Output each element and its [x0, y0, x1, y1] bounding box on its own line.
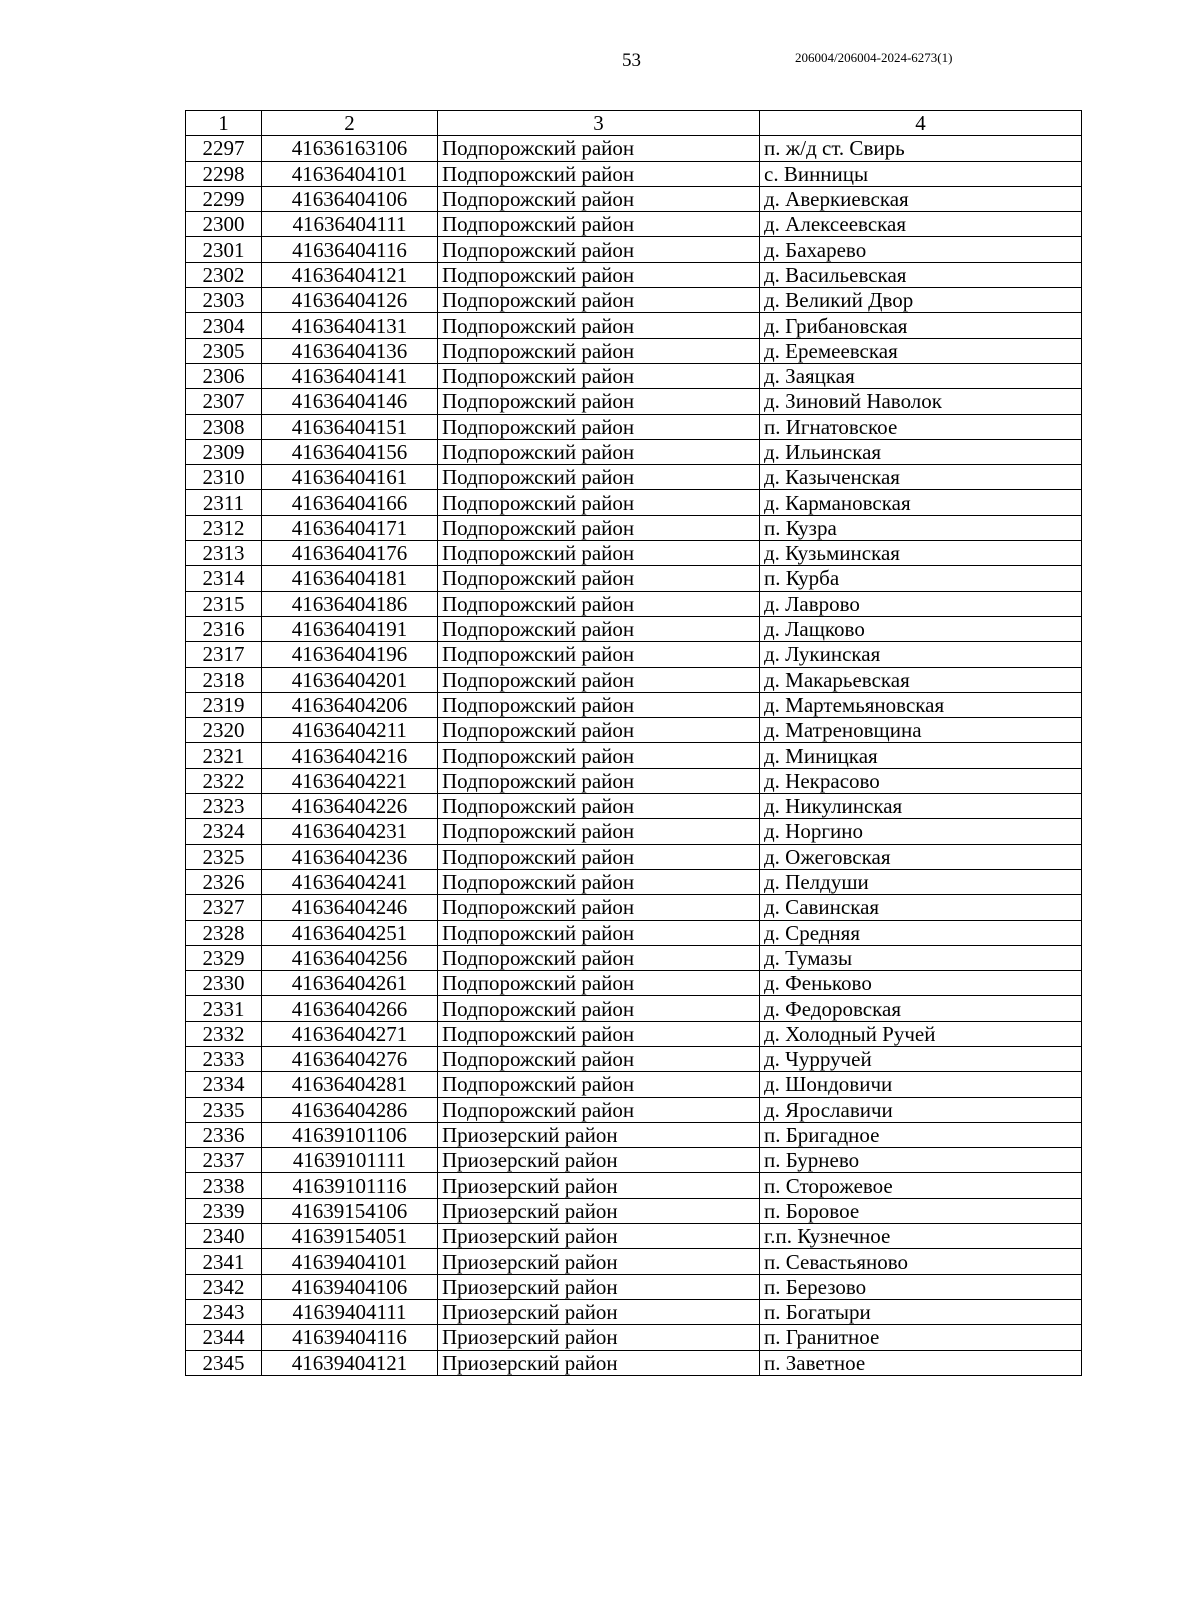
row-index-cell: 2320 — [186, 718, 262, 743]
oktmo-code-cell: 41636404106 — [262, 186, 438, 211]
table-row — [186, 1072, 1082, 1097]
row-index-cell: 2340 — [186, 1224, 262, 1249]
row-index-cell: 2308 — [186, 414, 262, 439]
oktmo-code-cell: 41636404256 — [262, 945, 438, 970]
settlement-cell: д. Никулинская — [760, 794, 1082, 819]
oktmo-code-cell: 41636404271 — [262, 1021, 438, 1046]
district-cell: Подпорожский район — [438, 743, 760, 768]
oktmo-code-cell: 41636404281 — [262, 1072, 438, 1097]
district-cell: Подпорожский район — [438, 212, 760, 237]
row-index-cell: 2336 — [186, 1122, 262, 1147]
district-cell: Подпорожский район — [438, 591, 760, 616]
table-row — [186, 136, 1082, 161]
settlement-cell: д. Миницкая — [760, 743, 1082, 768]
row-index-cell: 2302 — [186, 262, 262, 287]
table-row — [186, 718, 1082, 743]
oktmo-code-cell: 41636404221 — [262, 768, 438, 793]
district-cell: Приозерский район — [438, 1325, 760, 1350]
settlement-cell: д. Васильевская — [760, 262, 1082, 287]
row-index-cell: 2298 — [186, 161, 262, 186]
oktmo-code-cell: 41636404251 — [262, 920, 438, 945]
row-index-cell: 2338 — [186, 1173, 262, 1198]
row-index-cell: 2303 — [186, 288, 262, 313]
settlement-cell: д. Казыченская — [760, 465, 1082, 490]
oktmo-code-cell: 41636404196 — [262, 642, 438, 667]
district-cell: Приозерский район — [438, 1224, 760, 1249]
column-header: 1 — [186, 111, 262, 136]
row-index-cell: 2312 — [186, 515, 262, 540]
district-cell: Подпорожский район — [438, 1046, 760, 1071]
row-index-cell: 2297 — [186, 136, 262, 161]
settlement-cell: п. Кузра — [760, 515, 1082, 540]
header-row — [186, 111, 1082, 136]
table-row — [186, 920, 1082, 945]
oktmo-code-cell: 41636404211 — [262, 718, 438, 743]
row-index-cell: 2337 — [186, 1148, 262, 1173]
document-code: 206004/206004-2024-6273(1) — [795, 50, 953, 65]
table-row — [186, 667, 1082, 692]
table-row — [186, 288, 1082, 313]
page-number: 53 — [622, 50, 641, 71]
district-cell: Приозерский район — [438, 1122, 760, 1147]
district-cell: Подпорожский район — [438, 237, 760, 262]
district-cell: Приозерский район — [438, 1299, 760, 1324]
table-row — [186, 1224, 1082, 1249]
settlement-cell: п. Богатыри — [760, 1299, 1082, 1324]
row-index-cell: 2328 — [186, 920, 262, 945]
table-row — [186, 591, 1082, 616]
oktmo-code-cell: 41636404226 — [262, 794, 438, 819]
oktmo-code-cell: 41636404206 — [262, 692, 438, 717]
oktmo-code-cell: 41636404231 — [262, 819, 438, 844]
oktmo-code-cell: 41639404106 — [262, 1274, 438, 1299]
oktmo-code-cell: 41636404141 — [262, 363, 438, 388]
oktmo-code-cell: 41636404201 — [262, 667, 438, 692]
district-cell: Подпорожский район — [438, 515, 760, 540]
settlement-cell: д. Грибановская — [760, 313, 1082, 338]
oktmo-code-cell: 41636404176 — [262, 541, 438, 566]
table-row — [186, 262, 1082, 287]
row-index-cell: 2322 — [186, 768, 262, 793]
settlement-cell: д. Великий Двор — [760, 288, 1082, 313]
district-cell: Подпорожский район — [438, 667, 760, 692]
row-index-cell: 2301 — [186, 237, 262, 262]
oktmo-code-cell: 41636404111 — [262, 212, 438, 237]
settlement-cell: д. Тумазы — [760, 945, 1082, 970]
settlement-cell: п. Заветное — [760, 1350, 1082, 1375]
oktmo-code-cell: 41639404111 — [262, 1299, 438, 1324]
row-index-cell: 2330 — [186, 971, 262, 996]
oktmo-code-cell: 41636404101 — [262, 161, 438, 186]
table-row — [186, 971, 1082, 996]
row-index-cell: 2342 — [186, 1274, 262, 1299]
district-cell: Подпорожский район — [438, 288, 760, 313]
column-header: 4 — [760, 111, 1082, 136]
settlement-cell: д. Аверкиевская — [760, 186, 1082, 211]
row-index-cell: 2310 — [186, 465, 262, 490]
table-row — [186, 945, 1082, 970]
settlement-cell: п. Гранитное — [760, 1325, 1082, 1350]
oktmo-code-cell: 41636404191 — [262, 616, 438, 641]
district-cell: Подпорожский район — [438, 414, 760, 439]
settlement-cell: п. Бригадное — [760, 1122, 1082, 1147]
table-row — [186, 1198, 1082, 1223]
table-row — [186, 515, 1082, 540]
settlement-cell: д. Феньково — [760, 971, 1082, 996]
table-row — [186, 1274, 1082, 1299]
settlement-cell: п. ж/д ст. Свирь — [760, 136, 1082, 161]
row-index-cell: 2318 — [186, 667, 262, 692]
row-index-cell: 2306 — [186, 363, 262, 388]
table-row — [186, 313, 1082, 338]
settlement-cell: д. Кузьминская — [760, 541, 1082, 566]
table-row — [186, 743, 1082, 768]
district-cell: Подпорожский район — [438, 465, 760, 490]
table-row — [186, 768, 1082, 793]
settlement-cell: д. Норгино — [760, 819, 1082, 844]
row-index-cell: 2299 — [186, 186, 262, 211]
column-header: 2 — [262, 111, 438, 136]
oktmo-code-cell: 41639101106 — [262, 1122, 438, 1147]
district-cell: Подпорожский район — [438, 490, 760, 515]
table-row — [186, 1046, 1082, 1071]
settlement-cell: д. Бахарево — [760, 237, 1082, 262]
settlement-cell: д. Средняя — [760, 920, 1082, 945]
settlement-cell: г.п. Кузнечное — [760, 1224, 1082, 1249]
row-index-cell: 2335 — [186, 1097, 262, 1122]
table-row — [186, 541, 1082, 566]
row-index-cell: 2345 — [186, 1350, 262, 1375]
row-index-cell: 2307 — [186, 389, 262, 414]
oktmo-code-cell: 41639154051 — [262, 1224, 438, 1249]
table-row — [186, 692, 1082, 717]
district-cell: Подпорожский район — [438, 844, 760, 869]
district-cell: Подпорожский район — [438, 768, 760, 793]
settlement-cell: д. Еремеевская — [760, 338, 1082, 363]
district-cell: Подпорожский район — [438, 869, 760, 894]
oktmo-code-cell: 41636404236 — [262, 844, 438, 869]
row-index-cell: 2323 — [186, 794, 262, 819]
oktmo-code-cell: 41636404171 — [262, 515, 438, 540]
settlement-cell: д. Зиновий Наволок — [760, 389, 1082, 414]
district-cell: Подпорожский район — [438, 1021, 760, 1046]
settlement-cell: д. Лащково — [760, 616, 1082, 641]
oktmo-code-cell: 41636404151 — [262, 414, 438, 439]
table-row — [186, 212, 1082, 237]
oktmo-code-cell: 41636404241 — [262, 869, 438, 894]
oktmo-code-cell: 41636404276 — [262, 1046, 438, 1071]
table-row — [186, 895, 1082, 920]
oktmo-code-cell: 41639404101 — [262, 1249, 438, 1274]
settlement-cell: п. Курба — [760, 566, 1082, 591]
district-cell: Подпорожский район — [438, 642, 760, 667]
district-cell: Подпорожский район — [438, 161, 760, 186]
row-index-cell: 2333 — [186, 1046, 262, 1071]
oktmo-code-cell: 41636404156 — [262, 439, 438, 464]
table-row — [186, 186, 1082, 211]
oktmo-code-cell: 41639154106 — [262, 1198, 438, 1223]
district-cell: Подпорожский район — [438, 1097, 760, 1122]
settlements-table — [185, 110, 1082, 1376]
district-cell: Подпорожский район — [438, 186, 760, 211]
district-cell: Подпорожский район — [438, 895, 760, 920]
district-cell: Приозерский район — [438, 1148, 760, 1173]
table-row — [186, 844, 1082, 869]
table-row — [186, 794, 1082, 819]
table-row — [186, 616, 1082, 641]
district-cell: Подпорожский район — [438, 439, 760, 464]
table-row — [186, 869, 1082, 894]
table-row — [186, 1350, 1082, 1375]
oktmo-code-cell: 41636404286 — [262, 1097, 438, 1122]
oktmo-code-cell: 41636404126 — [262, 288, 438, 313]
table-row — [186, 237, 1082, 262]
row-index-cell: 2304 — [186, 313, 262, 338]
district-cell: Подпорожский район — [438, 920, 760, 945]
district-cell: Приозерский район — [438, 1173, 760, 1198]
district-cell: Подпорожский район — [438, 136, 760, 161]
row-index-cell: 2315 — [186, 591, 262, 616]
settlement-cell: д. Ильинская — [760, 439, 1082, 464]
table-row — [186, 1299, 1082, 1324]
settlement-cell: д. Макарьевская — [760, 667, 1082, 692]
district-cell: Подпорожский район — [438, 541, 760, 566]
oktmo-code-cell: 41636404136 — [262, 338, 438, 363]
settlement-cell: д. Ярославичи — [760, 1097, 1082, 1122]
oktmo-code-cell: 41636404146 — [262, 389, 438, 414]
district-cell: Подпорожский район — [438, 692, 760, 717]
row-index-cell: 2332 — [186, 1021, 262, 1046]
settlement-cell: п. Севастьяново — [760, 1249, 1082, 1274]
row-index-cell: 2329 — [186, 945, 262, 970]
oktmo-code-cell: 41636404121 — [262, 262, 438, 287]
row-index-cell: 2309 — [186, 439, 262, 464]
table-row — [186, 996, 1082, 1021]
district-cell: Приозерский район — [438, 1350, 760, 1375]
table-row — [186, 642, 1082, 667]
table-row — [186, 1097, 1082, 1122]
table-row — [186, 1122, 1082, 1147]
table-row — [186, 465, 1082, 490]
table-row — [186, 338, 1082, 363]
row-index-cell: 2327 — [186, 895, 262, 920]
table-body — [186, 136, 1082, 1376]
district-cell: Подпорожский район — [438, 262, 760, 287]
settlement-cell: д. Пелдуши — [760, 869, 1082, 894]
oktmo-code-cell: 41636404161 — [262, 465, 438, 490]
table-header — [186, 111, 1082, 136]
settlement-cell: д. Чурручей — [760, 1046, 1082, 1071]
oktmo-code-cell: 41636404131 — [262, 313, 438, 338]
settlement-cell: с. Винницы — [760, 161, 1082, 186]
row-index-cell: 2311 — [186, 490, 262, 515]
settlement-cell: д. Заяцкая — [760, 363, 1082, 388]
district-cell: Подпорожский район — [438, 718, 760, 743]
settlement-cell: п. Сторожевое — [760, 1173, 1082, 1198]
district-cell: Подпорожский район — [438, 313, 760, 338]
table-row — [186, 414, 1082, 439]
settlement-cell: д. Алексеевская — [760, 212, 1082, 237]
table-row — [186, 819, 1082, 844]
settlement-cell: д. Кармановская — [760, 490, 1082, 515]
oktmo-code-cell: 41639101116 — [262, 1173, 438, 1198]
column-header: 3 — [438, 111, 760, 136]
row-index-cell: 2305 — [186, 338, 262, 363]
table-row — [186, 566, 1082, 591]
table-row — [186, 490, 1082, 515]
district-cell: Подпорожский район — [438, 971, 760, 996]
row-index-cell: 2344 — [186, 1325, 262, 1350]
table-row — [186, 389, 1082, 414]
oktmo-code-cell: 41639101111 — [262, 1148, 438, 1173]
settlement-cell: д. Савинская — [760, 895, 1082, 920]
district-cell: Подпорожский район — [438, 1072, 760, 1097]
settlement-cell: д. Федоровская — [760, 996, 1082, 1021]
district-cell: Подпорожский район — [438, 389, 760, 414]
row-index-cell: 2316 — [186, 616, 262, 641]
district-cell: Подпорожский район — [438, 338, 760, 363]
district-cell: Подпорожский район — [438, 616, 760, 641]
oktmo-code-cell: 41636404246 — [262, 895, 438, 920]
district-cell: Приозерский район — [438, 1274, 760, 1299]
settlement-cell: д. Некрасово — [760, 768, 1082, 793]
district-cell: Приозерский район — [438, 1198, 760, 1223]
row-index-cell: 2317 — [186, 642, 262, 667]
row-index-cell: 2314 — [186, 566, 262, 591]
row-index-cell: 2331 — [186, 996, 262, 1021]
settlement-cell: д. Шондовичи — [760, 1072, 1082, 1097]
district-cell: Подпорожский район — [438, 819, 760, 844]
settlement-cell: д. Лукинская — [760, 642, 1082, 667]
row-index-cell: 2343 — [186, 1299, 262, 1324]
district-cell: Приозерский район — [438, 1249, 760, 1274]
oktmo-code-cell: 41639404116 — [262, 1325, 438, 1350]
row-index-cell: 2321 — [186, 743, 262, 768]
district-cell: Подпорожский район — [438, 566, 760, 591]
row-index-cell: 2324 — [186, 819, 262, 844]
settlement-cell: д. Ожеговская — [760, 844, 1082, 869]
row-index-cell: 2325 — [186, 844, 262, 869]
oktmo-code-cell: 41636404181 — [262, 566, 438, 591]
settlement-cell: д. Лаврово — [760, 591, 1082, 616]
table-row — [186, 1325, 1082, 1350]
table-row — [186, 363, 1082, 388]
row-index-cell: 2341 — [186, 1249, 262, 1274]
district-cell: Подпорожский район — [438, 794, 760, 819]
oktmo-code-cell: 41636163106 — [262, 136, 438, 161]
table-row — [186, 1021, 1082, 1046]
settlement-cell: п. Боровое — [760, 1198, 1082, 1223]
row-index-cell: 2334 — [186, 1072, 262, 1097]
oktmo-code-cell: 41636404261 — [262, 971, 438, 996]
oktmo-code-cell: 41636404116 — [262, 237, 438, 262]
district-cell: Подпорожский район — [438, 363, 760, 388]
table-row — [186, 161, 1082, 186]
settlement-cell: п. Березово — [760, 1274, 1082, 1299]
oktmo-code-cell: 41636404216 — [262, 743, 438, 768]
settlement-cell: д. Мартемьяновская — [760, 692, 1082, 717]
table-row — [186, 1173, 1082, 1198]
table-row — [186, 1249, 1082, 1274]
row-index-cell: 2313 — [186, 541, 262, 566]
oktmo-code-cell: 41636404266 — [262, 996, 438, 1021]
oktmo-code-cell: 41639404121 — [262, 1350, 438, 1375]
oktmo-code-cell: 41636404186 — [262, 591, 438, 616]
oktmo-code-cell: 41636404166 — [262, 490, 438, 515]
row-index-cell: 2300 — [186, 212, 262, 237]
row-index-cell: 2339 — [186, 1198, 262, 1223]
district-cell: Подпорожский район — [438, 996, 760, 1021]
settlement-cell: п. Игнатовское — [760, 414, 1082, 439]
row-index-cell: 2319 — [186, 692, 262, 717]
table-row — [186, 1148, 1082, 1173]
settlement-cell: д. Холодный Ручей — [760, 1021, 1082, 1046]
district-cell: Подпорожский район — [438, 945, 760, 970]
settlement-cell: д. Матреновщина — [760, 718, 1082, 743]
row-index-cell: 2326 — [186, 869, 262, 894]
settlement-cell: п. Бурнево — [760, 1148, 1082, 1173]
table-row — [186, 439, 1082, 464]
